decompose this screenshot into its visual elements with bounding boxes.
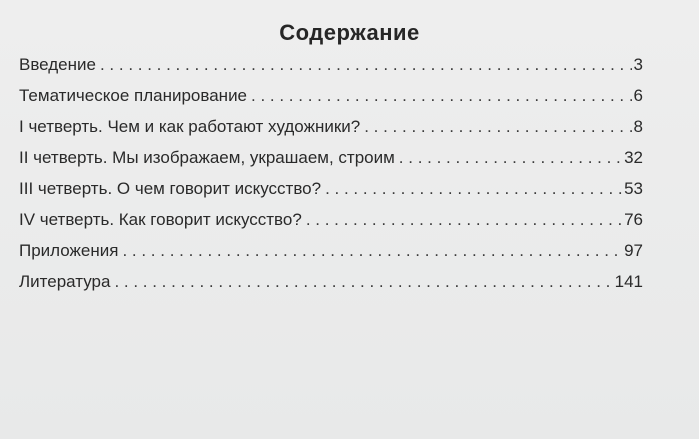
- toc-entry-title: Введение: [19, 55, 96, 74]
- toc-entry-page: 53: [624, 179, 643, 198]
- toc-entry-quarter-3: [19, 179, 643, 210]
- contents-heading: Содержание: [279, 20, 420, 45]
- toc-entry-thematic-planning: [19, 86, 643, 117]
- dot-leader: [306, 210, 622, 230]
- toc-entry-title: III четверть. О чем говорит искусство?: [19, 179, 322, 198]
- toc-entry-title: I четверть. Чем и как работают художники?: [19, 117, 361, 136]
- toc-entry-literature: [19, 272, 643, 303]
- dot-leader: [399, 148, 622, 168]
- dot-leader: [251, 86, 632, 106]
- toc-entry-page: 32: [624, 148, 643, 167]
- toc-entry-title: IV четверть. Как говорит искусство?: [19, 210, 302, 229]
- toc-entry-page: 8: [633, 117, 643, 136]
- toc-entry-appendices: [19, 241, 643, 272]
- toc-entry-title: Литература: [19, 272, 111, 291]
- toc-entry-title: Тематическое планирование: [19, 86, 248, 105]
- dot-leader: [122, 241, 622, 261]
- toc-entry-quarter-1: [19, 117, 643, 148]
- toc-entry-title: II четверть. Мы изображаем, украшаем, строим: [19, 148, 395, 167]
- dot-leader: [364, 117, 631, 137]
- toc-entry-page: 6: [633, 86, 643, 105]
- toc-entry-quarter-2: [19, 148, 643, 179]
- dot-leader: [325, 179, 622, 199]
- toc-entry-page: 97: [624, 241, 643, 260]
- toc-entry-page: 141: [614, 272, 643, 291]
- toc-entry-page: 3: [633, 55, 643, 74]
- toc-entry-title: Приложения: [19, 241, 119, 260]
- toc-entry-quarter-4: [19, 210, 643, 241]
- dot-leader: [100, 55, 632, 75]
- dot-leader: [114, 272, 612, 292]
- toc-entry-page: 76: [624, 210, 643, 229]
- toc-entry-introduction: [19, 55, 643, 86]
- table-of-contents: [19, 55, 643, 303]
